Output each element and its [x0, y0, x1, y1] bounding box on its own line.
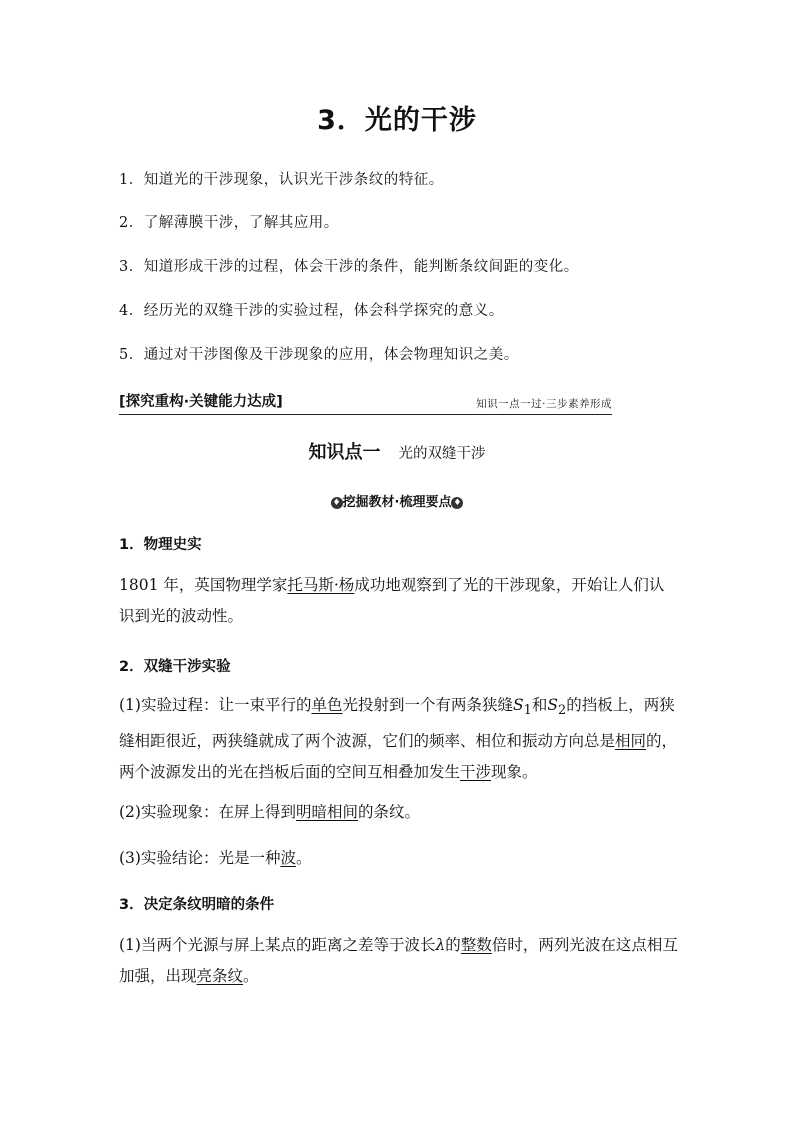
knowledge-point-label: 知识点一	[308, 442, 381, 463]
page-title: 3．光的干涉	[317, 105, 477, 136]
underlined-answer: 相同	[615, 732, 647, 751]
diamond-bullet-icon: ♦	[453, 498, 462, 508]
paragraph-experiment-process: (1)实验过程：让一束平行的单色光投射到一个有两条狭缝$S_1$和$S_2$的挡板上，两狭缝相距很近，两狭缝就成了两个波源，它们的频率、相位和振动方向总是相同的，两个波源发出的光在挡板后面的空间互相叠加发生干涉现象。	[119, 696, 678, 782]
section-heading: 1．物理史实	[119, 537, 202, 553]
banner-title: [探究重构·关键能力达成]	[119, 394, 283, 410]
underlined-answer: 明暗相间	[295, 803, 358, 821]
underlined-answer: 干涉	[460, 763, 492, 782]
paragraph-experiment-conclusion: (3)实验结论：光是一种波。	[119, 849, 312, 867]
subheading-text: 挖掘教材·梳理要点	[342, 495, 452, 510]
slit-s1: S	[513, 696, 524, 714]
underlined-answer: 波	[280, 849, 296, 867]
paragraph-bright-fringe-condition: (1)当两个光源与屏上某点的距离之差等于波长λ的整数倍时，两列光波在这点相互加强，出现亮条纹。	[119, 936, 678, 985]
underlined-answer: 整数	[460, 936, 492, 954]
paragraph-experiment-phenomenon: (2)实验现象：在屏上得到明暗相间的条纹。	[119, 803, 420, 821]
lambda-symbol: λ	[435, 936, 446, 954]
learning-goal: 2．了解薄膜干涉，了解其应用。	[119, 215, 339, 231]
subheading	[0, 491, 794, 510]
knowledge-point-topic: 光的双缝干涉	[398, 446, 486, 462]
learning-goal: 4．经历光的双缝干涉的实验过程，体会科学探究的意义。	[119, 303, 504, 319]
slit-s2: S	[547, 696, 558, 714]
paragraph-history: 1801 年，英国物理学家托马斯·杨成功地观察到了光的干涉现象，开始让人们认识到光的波动性。	[119, 576, 665, 625]
learning-goal: 5．通过对干涉图像及干涉现象的应用，体会物理知识之美。	[119, 347, 519, 363]
underlined-answer: 单色	[311, 696, 343, 714]
section-banner	[119, 392, 612, 415]
section-heading: 2．双缝干涉实验	[119, 659, 231, 675]
underlined-answer: 亮条纹	[196, 967, 244, 985]
learning-goal: 1．知道光的干涉现象，认识光干涉条纹的特征。	[119, 172, 444, 188]
banner-subtitle: 知识一点一过·三步素养形成	[476, 398, 612, 410]
underlined-answer: 托马斯·杨	[287, 576, 355, 594]
knowledge-point-heading	[0, 438, 794, 464]
section-heading: 3．决定条纹明暗的条件	[119, 897, 275, 913]
diamond-bullet-icon: ♦	[332, 498, 341, 508]
learning-goal: 3．知道形成干涉的过程，体会干涉的条件，能判断条纹间距的变化。	[119, 259, 579, 275]
